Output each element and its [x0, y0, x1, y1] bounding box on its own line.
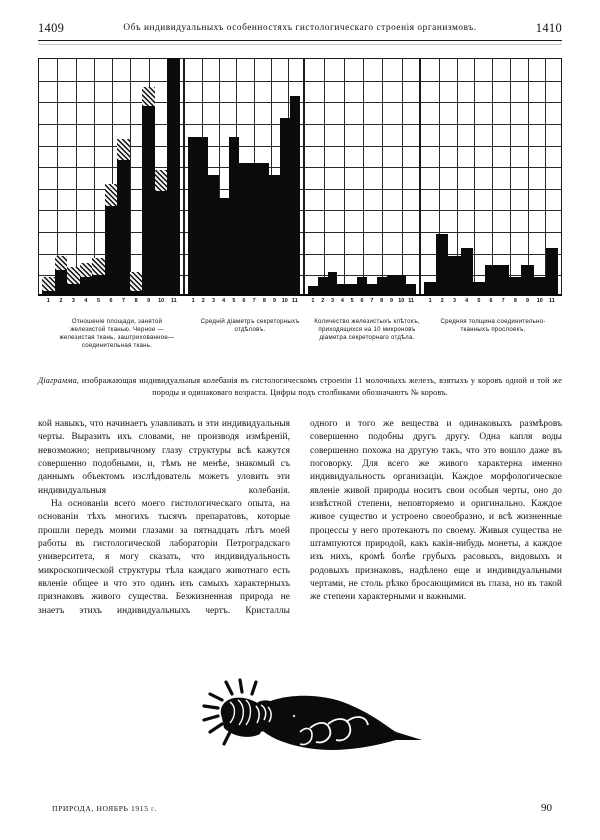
tick-label: 9 [147, 298, 151, 304]
chart-bars [420, 58, 562, 296]
bar-segment-solid [208, 175, 218, 296]
tick-label: 5 [96, 298, 100, 304]
tick-label: 8 [134, 298, 138, 304]
bar-segment-solid [142, 106, 155, 296]
bar [259, 163, 269, 296]
bar-segment-solid [105, 206, 118, 296]
bar [80, 263, 93, 296]
tick-label: 3 [211, 298, 215, 304]
tick-label: 11 [292, 298, 298, 304]
bar [92, 258, 105, 296]
paragraph: На основаніи всего моего гистологическаго опыта, на основаніи тѣхъ многихъ тысячъ препаратовъ, которые прошли передъ моими глазами за пятнадцать лѣтъ моей работы въ гистологической лабораторіи Петроградскаго университета, я могу сказать, что индивидуальность микроскопической структуры тѣла каждаго животнаго есть явленіе общее и что это одинъ изъ самыхъ характерныхъ признаковъ живого существа. Безжизненная природа не знаетъ этихъ индивидуальныхъ чертъ. Кристаллы [38, 499, 290, 616]
tick-label: 3 [71, 298, 75, 304]
bar [280, 118, 290, 297]
tick-label: 9 [389, 298, 393, 304]
bar [142, 87, 155, 296]
bar-segment-solid [219, 198, 229, 296]
tick-label: 3 [331, 298, 335, 304]
bar [219, 198, 229, 296]
bar-segment-solid [92, 275, 105, 296]
bar [534, 277, 546, 296]
tick-label: 7 [501, 298, 505, 304]
tick-label: 10 [398, 298, 405, 304]
bar-segment-solid [280, 118, 290, 297]
tick-label: 1 [46, 298, 50, 304]
bar-segment-solid [387, 275, 397, 296]
bar-segment-hatched [117, 139, 130, 160]
chart-tick-labels [184, 296, 304, 306]
bar [546, 248, 558, 296]
diagram-figure [38, 58, 562, 316]
bar [117, 139, 130, 296]
header-rule [38, 40, 562, 41]
tick-label: 2 [59, 298, 63, 304]
tick-label: 11 [408, 298, 414, 304]
bar-segment-solid [461, 248, 473, 296]
bar [167, 58, 180, 296]
bar-segment-solid [259, 163, 269, 296]
bar-segment-solid [534, 277, 546, 296]
subcaption-row [38, 318, 562, 368]
bar [239, 163, 249, 296]
chart-panel-2 [184, 58, 304, 306]
bar [269, 175, 279, 296]
bar [188, 137, 198, 296]
chart-tick-labels [304, 296, 420, 306]
bar-segment-solid [357, 277, 367, 296]
tick-label: 5 [477, 298, 481, 304]
tick-label: 1 [428, 298, 432, 304]
subcaption-2: Средній діаметръ секреторныхъ отдѣловъ. [200, 318, 300, 333]
page-footer [52, 802, 552, 814]
bar [436, 234, 448, 296]
header-rule-shadow [38, 44, 562, 45]
bar [396, 275, 406, 296]
bar-segment-solid [328, 272, 338, 296]
chart-panel-3 [304, 58, 420, 306]
bar-segment-solid [290, 96, 300, 296]
tick-label: 4 [465, 298, 469, 304]
chart-panel-1 [38, 58, 184, 306]
body-columns [38, 418, 562, 668]
bar-segment-solid [55, 270, 68, 296]
tick-label: 2 [201, 298, 205, 304]
tick-label: 9 [273, 298, 277, 304]
tick-label: 1 [311, 298, 315, 304]
bar-segment-hatched [105, 184, 118, 205]
footer-page-number: 90 [541, 802, 552, 814]
bar-segment-solid [80, 277, 93, 296]
bar-segment-solid [269, 175, 279, 296]
body-column-right [310, 418, 562, 605]
running-head-title: Объ индивидуальныхъ особенностяхъ гистологическаго строенія организмовъ. [123, 23, 477, 33]
body-column-left [38, 418, 290, 618]
tick-label: 6 [360, 298, 364, 304]
bar [208, 175, 218, 296]
bar [105, 184, 118, 296]
bar-segment-hatched [142, 87, 155, 106]
bar-segment-hatched [92, 258, 105, 275]
bar [249, 163, 259, 296]
subcaption-3: Количество железистыхъ клѣтокъ, приходящихся на 10 микроновъ діаметра секреторнаго отдѣла. [314, 318, 420, 341]
bar [485, 265, 497, 296]
bar-segment-hatched [155, 170, 168, 191]
subcaption-4: Средняя толщина соединительно-тканныхъ прослоекъ. [440, 318, 546, 333]
chart-bars [184, 58, 304, 296]
subcaption-1: Отношеніе площади, занятой железистой тканью. Черное — железистая ткань, заштрихованное—соединительная ткань. [59, 318, 175, 349]
bar-segment-solid [239, 163, 249, 296]
tick-label: 4 [84, 298, 88, 304]
bar [521, 265, 533, 296]
tick-label: 4 [340, 298, 344, 304]
bar-segment-solid [249, 163, 259, 296]
tick-label: 7 [252, 298, 256, 304]
bar-segment-solid [396, 275, 406, 296]
tick-label: 1 [191, 298, 195, 304]
bar [497, 265, 509, 296]
bar [67, 267, 80, 296]
bar [509, 277, 521, 296]
tick-label: 5 [232, 298, 236, 304]
paragraph: кой навыкъ, что начинаетъ улавливать и эти индивидуальныя черты. Выразить ихъ словами, не производя измѣреній, невозможно; непривычному глазу структуры всѣ кажутся совершенно подобными, и, тѣмъ не менѣе, знакомый съ даннымъ объектомъ изслѣдователь можетъ уловить эти индивидуальныя колебанія. [38, 419, 290, 496]
tick-label: 3 [452, 298, 456, 304]
tick-label: 10 [536, 298, 543, 304]
bar [290, 96, 300, 296]
chart-tick-labels [38, 296, 184, 306]
tick-label: 11 [549, 298, 555, 304]
bar-segment-solid [485, 265, 497, 296]
bar [448, 256, 460, 296]
figure-caption-lead: Діаграмма, [38, 376, 80, 385]
bar-segment-hatched [80, 263, 93, 277]
bar [387, 275, 397, 296]
tick-label: 11 [170, 298, 177, 304]
folio-right: 1410 [535, 21, 562, 35]
bar-segment-solid [546, 248, 558, 296]
bar [229, 137, 239, 296]
bar [130, 272, 143, 296]
bar [328, 272, 338, 296]
bar [42, 277, 55, 296]
footer-imprint: ПРИРОДА, НОЯБРЬ 1915 г. [52, 804, 158, 813]
figure-caption-text: изображающая индивидуальныя колебанія въ гистологическомъ строеніи 11 молочныхъ железъ, взятыхъ у коровъ одной и той же породы и одинаковаго возраста. Цифры подъ столбиками обозначаютъ № коровъ. [79, 376, 562, 397]
bar-segment-solid [318, 277, 328, 296]
bar-segment-solid [497, 265, 509, 296]
chart-bars [38, 58, 184, 296]
tick-label: 7 [370, 298, 374, 304]
bar [461, 248, 473, 296]
bar-segment-solid [521, 265, 533, 296]
bar-segment-hatched [55, 256, 68, 270]
bar [318, 277, 328, 296]
bar-segment-solid [436, 234, 448, 296]
bar-segment-solid [155, 191, 168, 296]
bar [357, 277, 367, 296]
bar-segment-solid [198, 137, 208, 296]
tick-label: 10 [281, 298, 288, 304]
folio-left: 1409 [38, 21, 65, 35]
tick-label: 8 [262, 298, 266, 304]
bar-segment-solid [377, 277, 387, 296]
bar-segment-hatched [67, 267, 80, 284]
bar-segment-solid [229, 137, 239, 296]
bar-segment-solid [117, 160, 130, 296]
decorative-ornament [160, 678, 440, 770]
bar [55, 256, 68, 296]
tick-label: 5 [350, 298, 354, 304]
chart-bars [304, 58, 420, 296]
bar-segment-solid [188, 137, 198, 296]
tick-label: 4 [222, 298, 226, 304]
bar-segment-hatched [42, 277, 55, 291]
tick-label: 10 [158, 298, 165, 304]
bar-segment-solid [448, 256, 460, 296]
tick-label: 7 [122, 298, 126, 304]
tick-label: 2 [440, 298, 444, 304]
tick-label: 8 [380, 298, 384, 304]
paragraph: одного и того же вещества и одинаковыхъ размѣровъ совершенно подобны другъ другу. Одна капля воды совершенно похожа на другую такъ, что это вошло даже въ поговорку. Для всего же живого характерна именно индивидуальность организаціи. Каждое морфологическое явленіе живой природы носитъ свои особыя черты, оно до извѣстной степени, неповторяемо и оригинально. Каждое живое существо и устроено своеобразно, и всѣ жизненные процессы у него протекаютъ по своему. Живыя существа не штампуются природой, какъ какія-нибудь монеты, а каждое изъ нихъ, кромѣ болѣе грубыхъ расовыхъ, видовыхъ и родовыхъ признаковъ, надѣлено еще и индивидуальными чертами, не столь рѣзко бросающимися въ глаза, но въ такой же степени характерными и важными. [310, 419, 562, 603]
bar [377, 277, 387, 296]
bar-segment-hatched [130, 272, 143, 291]
tick-label: 6 [489, 298, 493, 304]
bar-segment-solid [509, 277, 521, 296]
tick-label: 8 [513, 298, 517, 304]
tick-label: 2 [321, 298, 325, 304]
bar-segment-solid [167, 58, 180, 296]
figure-caption [38, 375, 562, 398]
bar [155, 170, 168, 296]
tick-label: 9 [526, 298, 530, 304]
tick-label: 6 [109, 298, 113, 304]
tick-label: 6 [242, 298, 246, 304]
bar [198, 137, 208, 296]
chart-tick-labels [420, 296, 562, 306]
chart-panel-4 [420, 58, 562, 306]
